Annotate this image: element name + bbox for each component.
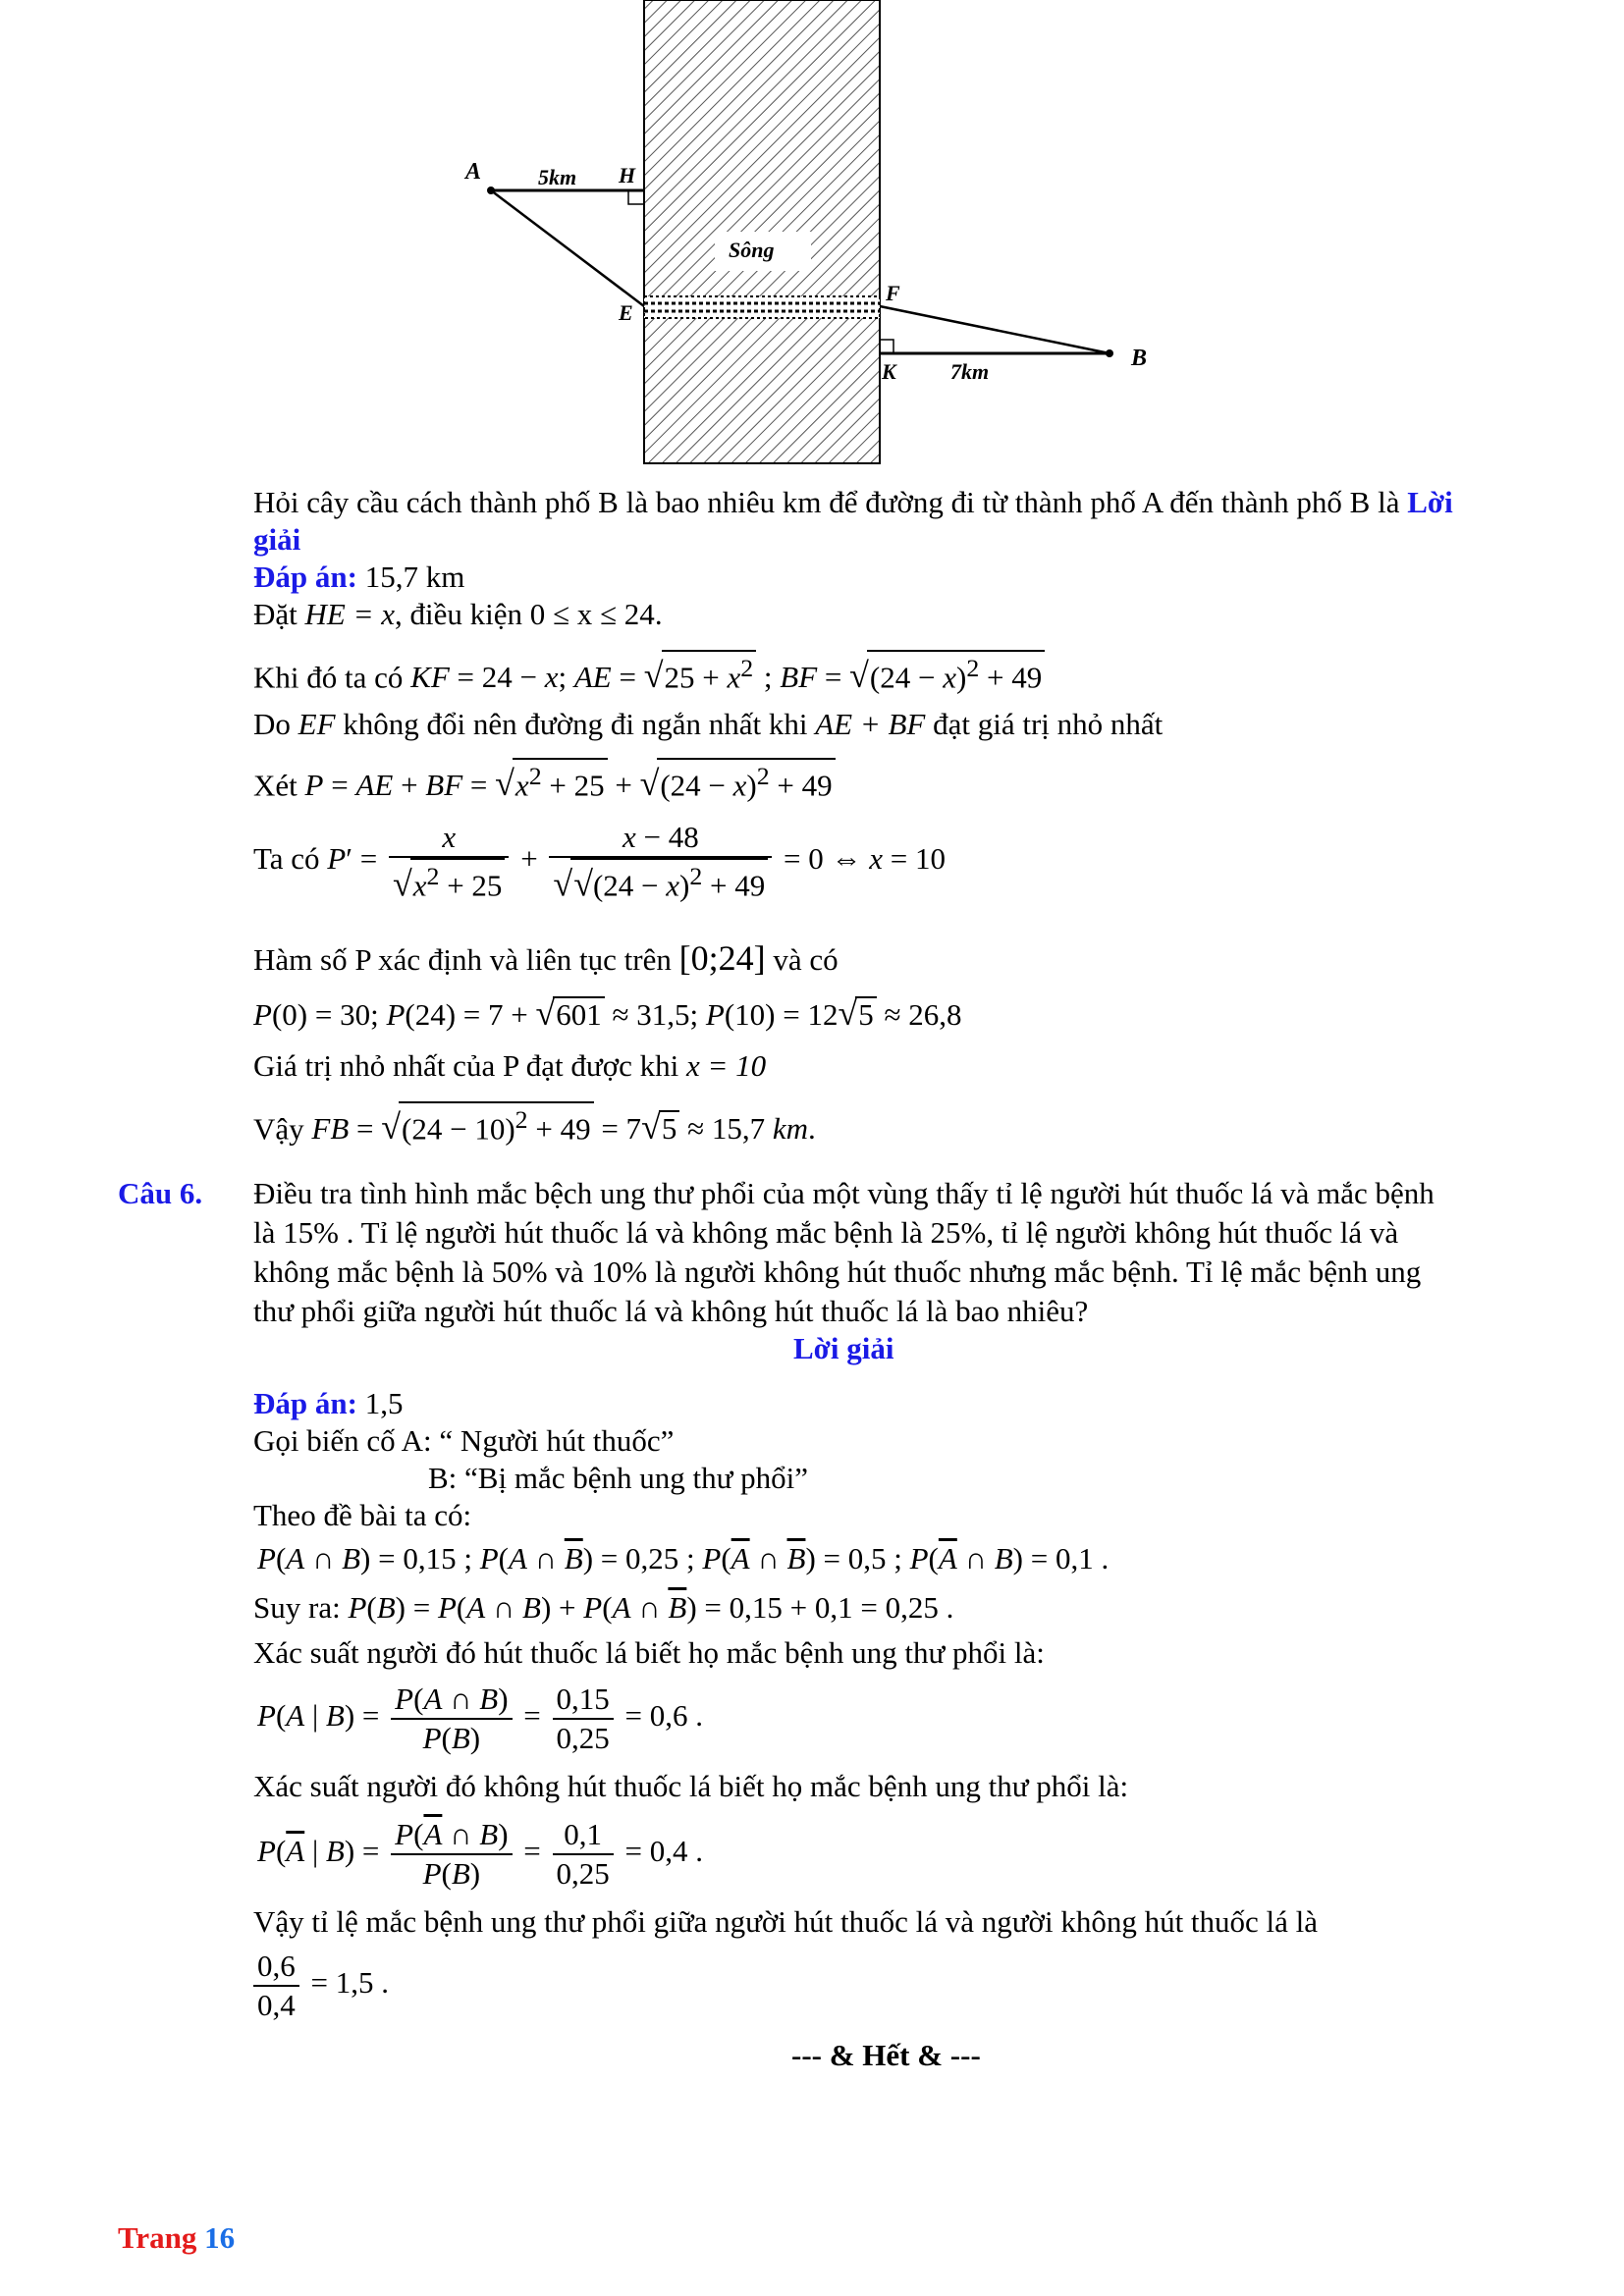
q6-paragraph-3: không mắc bệnh là 50% và 10% là người không hút thuốc nhưng mắc bệnh. Tỉ lệ mắc bệnh ung xyxy=(253,1255,1422,1289)
bridge-ef xyxy=(644,296,880,318)
label-b: B xyxy=(1131,346,1148,371)
page-footer xyxy=(118,2220,235,2256)
q5-line-6: Hàm số P xác định và liên tục trên [0;24] và có xyxy=(253,938,839,978)
footer-trang: Trang xyxy=(118,2220,197,2255)
q5-loi-giai: giải xyxy=(253,522,301,557)
segment-ae xyxy=(491,190,644,306)
q6-step-9: $P(\overline{A}$ | B) = $\frac{P(\overline{A} \cap B)}{P(B)}$ = $\frac{0,1}{0,25}$ = 0,4 . xyxy=(257,1816,703,1891)
label-e: E xyxy=(619,300,633,325)
label-f: F xyxy=(886,281,900,305)
q6-paragraph-2: là 15% . Tỉ lệ người hút thuốc lá và không mắc bệnh là 25%, tỉ lệ người không hút thuốc lá và xyxy=(253,1215,1399,1250)
q5-answer: Đáp án: 15,7 km xyxy=(253,560,465,594)
footer-page-number: 16 xyxy=(204,2220,236,2255)
q6-step-10: Vậy tỉ lệ mắc bệnh ung thư phổi giữa người hút thuốc lá và người không hút thuốc lá là xyxy=(253,1904,1319,1939)
q6-step-4: P(A ∩ B) = 0,15 ; P(A ∩ $\overline{B}) = 0,25$ ; $P(\overline{A}$ ∩ $\overline{B}) = 0,5$ ; $P(\overline{A}$ ∩ B) = 0,1 . xyxy=(257,1541,1110,1575)
q6-paragraph-4: thư phổi giữa người hút thuốc lá và không hút thuốc lá là bao nhiêu? xyxy=(253,1294,1089,1328)
q6-step-3: Theo đề bài ta có: xyxy=(253,1498,472,1532)
label-dist-ah: 5km xyxy=(538,165,577,189)
label-h: H xyxy=(619,163,636,187)
q6-step-8: Xác suất người đó không hút thuốc lá biết họ mắc bệnh ung thư phổi là: xyxy=(253,1769,1129,1803)
q6-step-2: B: “Bị mắc bệnh ung thư phổi” xyxy=(428,1461,809,1495)
q5-line-2: Khi đó ta có KF = 24 − x; AE = $√25 + x^2$ ; BF = $√(24 - x)^2 + 49$ xyxy=(253,650,1045,697)
q5-line-4: Xét P = AE + BF = $√x^2 + 25 + √(24 - x)^2 + 49$ xyxy=(253,758,836,805)
label-k: K xyxy=(882,359,896,384)
q5-line-5: Ta có P′ = $\frac{x}{√x^2 + 25}$ + $\frac{x - 48}{√√(24 - x)^2 + 49}$ = 0 ⇔ x = 10 xyxy=(253,820,946,904)
q6-step-1: Gọi biến cố A: “ Người hút thuốc” xyxy=(253,1423,675,1458)
river-label: Sông xyxy=(729,238,775,262)
q5-line-7: P(0) = 30; P(24) = 7 + √601 ≈ 31,5; P(10) = 12√5 ≈ 26,8 xyxy=(253,993,962,1033)
q5-line-8: Giá trị nhỏ nhất của P đạt được khi x = 10 xyxy=(253,1048,767,1083)
q6-step-7: P(A | B) = $\frac{P(A \cap B)}{P(B)}$ = $\frac{0,15}{0,25}$ = 0,6 . xyxy=(257,1681,703,1755)
segment-fb xyxy=(880,306,1110,353)
q5-line-1: Đặt HE = x, điều kiện 0 ≤ x ≤ 24. xyxy=(253,597,663,631)
river-bridge-figure xyxy=(0,0,1624,471)
q6-label: Câu 6. xyxy=(118,1176,203,1210)
label-dist-kb: 7km xyxy=(950,359,990,384)
end-marker: --- & Hết & --- xyxy=(791,2038,981,2072)
q6-answer: Đáp án: 1,5 xyxy=(253,1386,404,1420)
q6-step-11: $\frac{0,6}{0,4}$ = 1,5 . xyxy=(253,1944,389,2024)
q6-loi-giai: Lời giải xyxy=(793,1331,894,1365)
q6-step-6: Xác suất người đó hút thuốc lá biết họ mắc bệnh ung thư phổi là: xyxy=(253,1635,1045,1670)
q5-line-3: Do EF không đổi nên đường đi ngắn nhất khi AE + BF đạt giá trị nhỏ nhất xyxy=(253,707,1164,741)
q5-question: Hỏi cây cầu cách thành phố B là bao nhiêu km để đường đi từ thành phố A đến thành phố B là Lời xyxy=(253,485,1453,519)
q6-step-5: Suy ra: P(B) = P(A ∩ B) + P(A ∩ $\overline{B}) = 0,15 + 0,1 = 0,25$ . xyxy=(253,1590,954,1625)
q5-line-9: Vậy FB = $√(24 - 10)^2 + 49 = 7√5 \approx 15,7$ km. xyxy=(253,1101,816,1148)
label-a: A xyxy=(465,159,482,185)
q6-paragraph-1: Điều tra tình hình mắc bệch ung thư phổi của một vùng thấy tỉ lệ người hút thuốc lá và mắc bệnh xyxy=(253,1176,1435,1210)
